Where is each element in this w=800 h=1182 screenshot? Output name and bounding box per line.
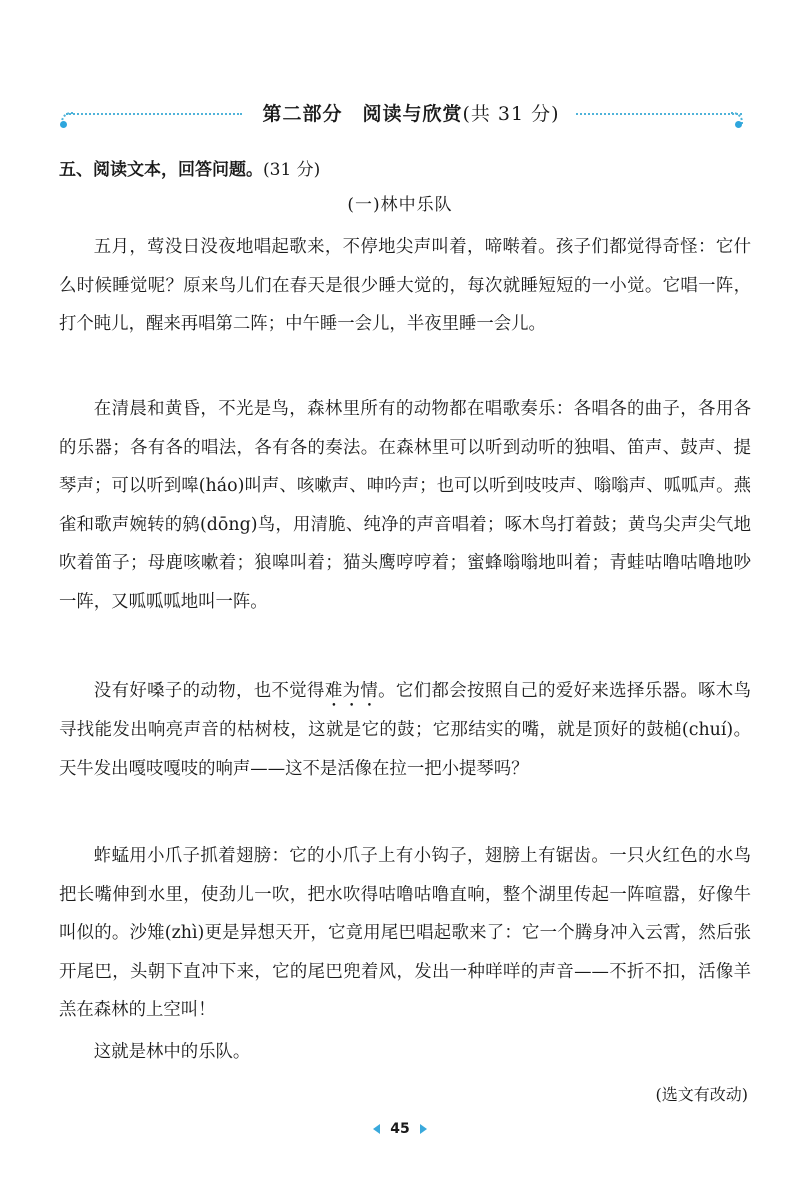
- part-score: (共 31 分): [462, 103, 560, 125]
- page-footer: [0, 1121, 800, 1137]
- paragraph-3-after: 。它们都会按照自己的爱好来选择乐器。啄木鸟寻找能发出响亮声音的枯树枝，这就是它的鼓；它那结实的嘴，就是顶好的鼓槌(chuí)。天牛发出嘎吱嘎吱的响声——这不是活像在拉一把小提琴吗？: [59, 681, 751, 779]
- emphasized-word: 难为情: [324, 681, 379, 701]
- paragraph-5: 这就是林中的乐队。: [93, 1042, 251, 1062]
- paragraph-3: [59, 672, 751, 788]
- triangle-left-icon: [373, 1124, 380, 1134]
- page-number: 45: [390, 1121, 410, 1137]
- paragraph-4: 蚱蜢用小爪子抓着翅膀：它的小爪子上有小钩子，翅膀上有锯齿。一只火红色的水鸟把长嘴伸到水里，使劲儿一吹，把水吹得咕噜咕噜直响，整个湖里传起一阵喧嚣，好像牛叫似的。沙雉(zhì)更是异想天开，它竟用尾巴唱起歌来了：它一个腾身冲入云霄，然后张开尾巴，头朝下直冲下来，它的尾巴兜着风，发出一种咩咩的声音——不折不扣，活像羊羔在森林的上空叫！: [59, 846, 751, 1021]
- passage-title: (一)林中乐队: [347, 195, 453, 215]
- paragraph-2: 在清晨和黄昏，不光是鸟，森林里所有的动物都在唱歌奏乐：各唱各的曲子，各用各的乐器；各有各的唱法，各有各的奏法。在森林里可以听到动听的独唱、笛声、鼓声、提琴声；可以听到嗥(háo)叫声、咳嗽声、呻吟声；也可以听到吱吱声、嗡嗡声、呱呱声。燕雀和歌声婉转的鸫(dōng)鸟，用清脆、纯净的声音唱着；啄木鸟打着鼓；黄鸟尖声尖气地吹着笛子；母鹿咳嗽着；狼嗥叫着；猫头鹰哼哼着；蜜蜂嗡嗡地叫着；青蛙咕噜咕噜地吵一阵，又呱呱呱地叫一阵。: [59, 399, 751, 612]
- source-note: (选文有改动): [655, 1085, 748, 1104]
- paragraph-3-before: 没有好嗓子的动物，也不觉得: [93, 681, 325, 701]
- decorative-dot-right: [735, 121, 742, 128]
- question-score: (31 分): [263, 160, 321, 180]
- paragraph-1: 五月，莺没日没夜地唱起歌来，不停地尖声叫着，啼啭着。孩子们都觉得奇怪：它什么时候睡觉呢？原来鸟儿们在春天是很少睡大觉的，每次就睡短短的一小觉。它唱一阵，打个盹儿，醒来再唱第二阵；中午睡一会儿，半夜里睡一会儿。: [59, 237, 751, 335]
- question-text: 五、阅读文本，回答问题。: [59, 160, 263, 180]
- part-title-text: 第二部分 阅读与欣赏: [262, 103, 463, 125]
- question-heading: [59, 155, 320, 180]
- part-title: [250, 99, 572, 126]
- decorative-dotted-line-right: [576, 113, 742, 115]
- decorative-dotted-line-left: [66, 113, 242, 115]
- triangle-right-icon: [420, 1124, 427, 1134]
- decorative-dot-left: [60, 121, 67, 128]
- section-header: [60, 95, 742, 135]
